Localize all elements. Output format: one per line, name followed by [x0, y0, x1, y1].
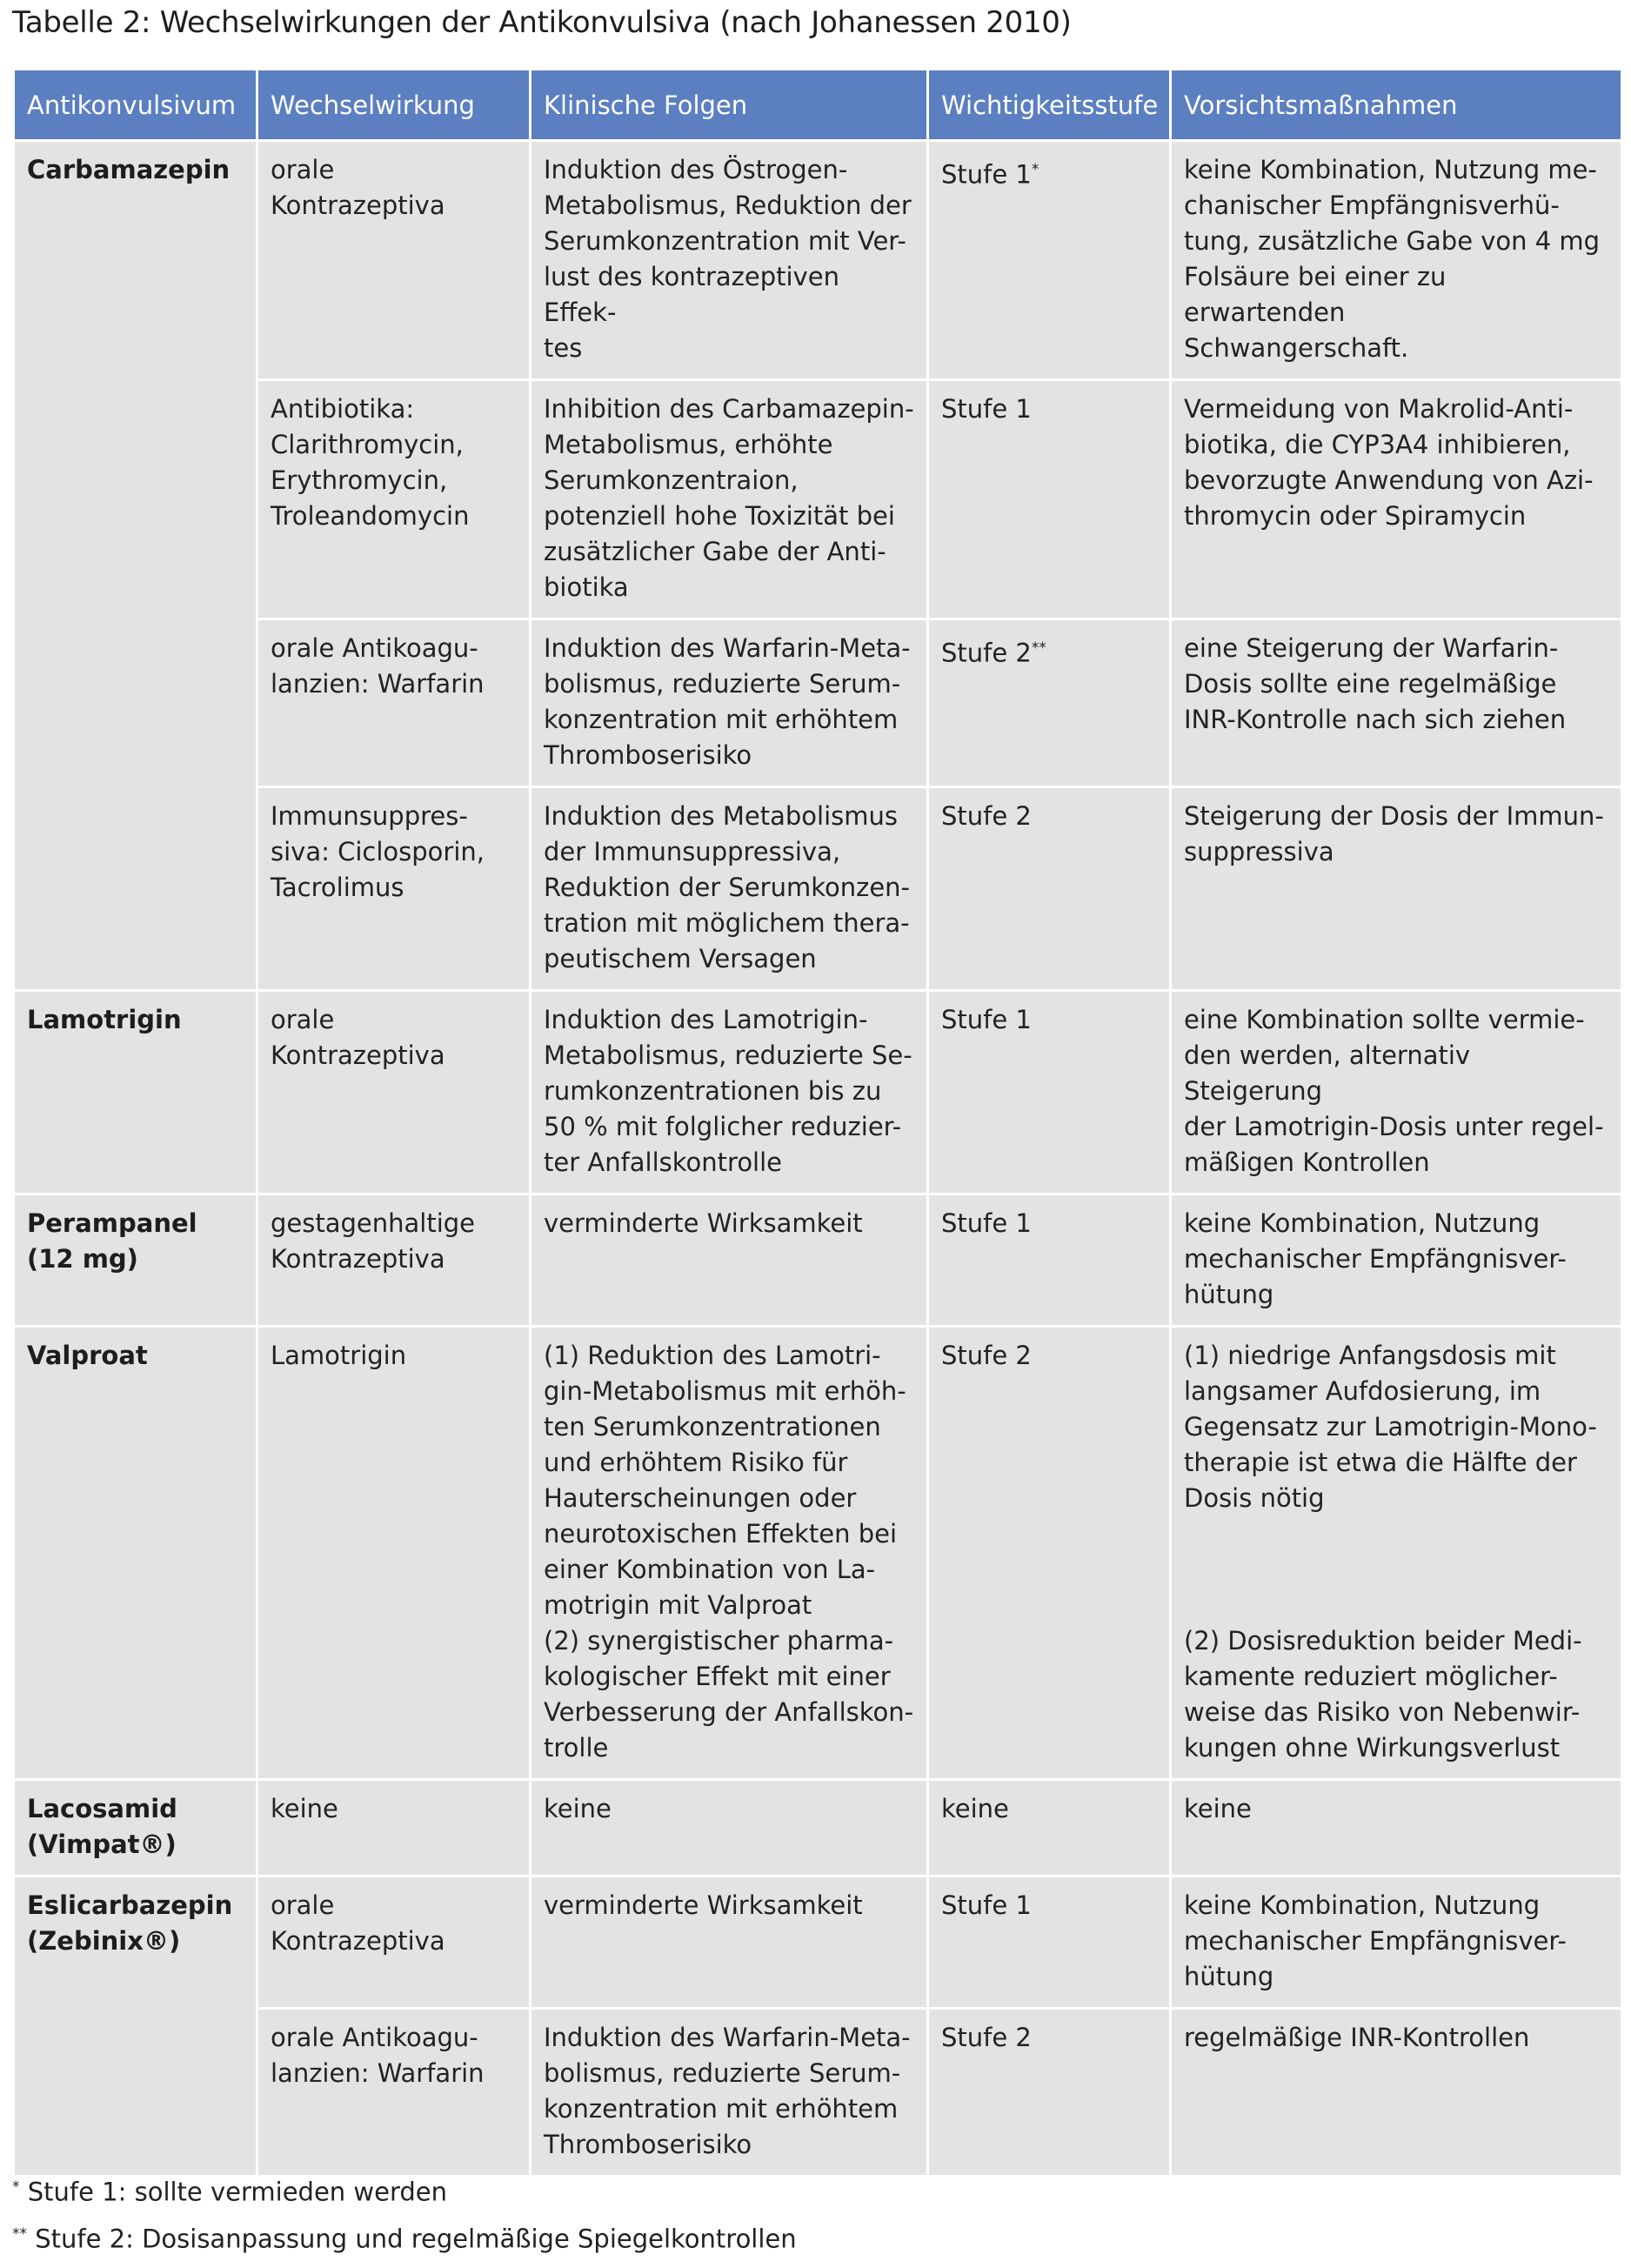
footnote-text: Stufe 1: sollte vermieden werden — [19, 2177, 447, 2207]
consequence-cell: verminderte Wirksamkeit — [531, 1194, 928, 1327]
precaution-cell: (1) niedrige Anfangsdosis mit langsamer Aufdosierung, im Gegensatz zur Lamotrigin-Mono- therapie ist etwa die Hälfte der Dosis nötig (2) Dosisreduktion beider Medi- kamente reduziert möglicher- weise das Risiko von Nebenwir- kungen ohne Wirkungsverlust — [1171, 1327, 1622, 1780]
level-text: Stufe 1 — [941, 394, 1032, 424]
footnote-mark: ** — [12, 2225, 27, 2243]
precaution-cell: eine Kombination sollte vermie- den werden, alternativ Steigerung der Lamotrigin-Dosis unter regel- mäßigen Kontrollen — [1171, 991, 1622, 1194]
precaution-cell: regelmäßige INR-Kontrollen — [1171, 2009, 1622, 2177]
footnote-text: Stufe 2: Dosisanpassung und regelmäßige Spiegelkontrollen — [27, 2224, 797, 2254]
table-row — [14, 141, 1622, 380]
drug-cell: Carbamazepin — [14, 141, 257, 991]
level-cell — [928, 2009, 1171, 2177]
consequence-cell: Induktion des Östrogen- Metabolismus, Reduktion der Serumkonzentration mit Ver- lust des kontrazeptiven Effek- tes — [531, 141, 928, 380]
level-cell — [928, 141, 1171, 380]
drug-cell: Lacosamid (Vimpat®) — [14, 1780, 257, 1877]
footnote-1 — [12, 2166, 797, 2213]
table-body — [14, 141, 1622, 2177]
level-cell — [928, 619, 1171, 787]
consequence-cell: Induktion des Warfarin-Meta- bolismus, reduzierte Serum- konzentration mit erhöhtem Thromboserisiko — [531, 619, 928, 787]
interaction-table-container — [12, 68, 1621, 2178]
drug-cell: Valproat — [14, 1327, 257, 1780]
precaution-cell: keine — [1171, 1780, 1622, 1877]
consequence-cell: keine — [531, 1780, 928, 1877]
precaution-cell: Vermeidung von Makrolid-Anti- biotika, die CYP3A4 inhibieren, bevorzugte Anwendung von Azi- thromycin oder Spiramycin — [1171, 380, 1622, 619]
level-text: Stufe 2 — [941, 801, 1032, 831]
interaction-table — [12, 68, 1623, 2178]
level-cell — [928, 787, 1171, 991]
consequence-cell: Induktion des Metabolismus der Immunsuppressiva, Reduktion der Serumkonzen- tration mit möglichem thera- peutischem Versagen — [531, 787, 928, 991]
drug-cell: Lamotrigin — [14, 991, 257, 1194]
level-text: Stufe 1 — [941, 159, 1032, 190]
table-row — [14, 1877, 1622, 2009]
footnote-2 — [12, 2213, 797, 2260]
interaction-cell: orale Antikoagu- lanzien: Warfarin — [257, 2009, 531, 2177]
level-cell — [928, 991, 1171, 1194]
footnotes — [12, 2166, 797, 2259]
interaction-cell: orale Kontrazeptiva — [257, 1877, 531, 2009]
table-title: Tabelle 2: Wechselwirkungen der Antikonvulsiva (nach Johanessen 2010) — [12, 5, 1072, 40]
consequence-cell: Induktion des Lamotrigin- Metabolismus, reduzierte Se- rumkonzentrationen bis zu 50 % mit folglicher reduzier- ter Anfallskontrolle — [531, 991, 928, 1194]
level-cell — [928, 380, 1171, 619]
header-cell-consequence: Klinische Folgen — [531, 70, 928, 141]
header-cell-precaution: Vorsichtsmaßnahmen — [1171, 70, 1622, 141]
level-text: Stufe 2 — [941, 2023, 1032, 2052]
drug-cell: Perampanel (12 mg) — [14, 1194, 257, 1327]
level-text: Stufe 2 — [941, 638, 1032, 668]
footnote-mark: * — [12, 2178, 20, 2196]
level-cell — [928, 1194, 1171, 1327]
interaction-cell: orale Antikoagu- lanzien: Warfarin — [257, 619, 531, 787]
interaction-cell: Lamotrigin — [257, 1327, 531, 1780]
table-row — [14, 1780, 1622, 1877]
precaution-cell: keine Kombination, Nutzung me- chanischer Empfängnisverhü- tung, zusätzliche Gabe von 4 mg Folsäure bei einer zu erwartenden Schwangerschaft. — [1171, 141, 1622, 380]
table-row — [14, 991, 1622, 1194]
table-row — [14, 1194, 1622, 1327]
consequence-cell: Induktion des Warfarin-Meta- bolismus, reduzierte Serum- konzentration mit erhöhtem Thromboserisiko — [531, 2009, 928, 2177]
interaction-cell: keine — [257, 1780, 531, 1877]
header-cell-drug: Antikonvulsivum — [14, 70, 257, 141]
precaution-cell: keine Kombination, Nutzung mechanischer Empfängnisver- hütung — [1171, 1877, 1622, 2009]
consequence-cell: (1) Reduktion des Lamotri- gin-Metabolismus mit erhöh- ten Serumkonzentrationen und erhöhtem Risiko für Hauterscheinungen oder neurotoxischen Effekten bei einer Kombination von La- motrigin mit Valproat (2) synergistischer pharma- kologischer Effekt mit einer Verbesserung der Anfallskon- trolle — [531, 1327, 928, 1780]
interaction-cell: Immunsuppres- siva: Ciclosporin, Tacrolimus — [257, 787, 531, 991]
level-footnote-mark: ** — [1031, 639, 1046, 657]
interaction-cell: orale Kontrazeptiva — [257, 141, 531, 380]
level-cell — [928, 1327, 1171, 1780]
level-cell — [928, 1780, 1171, 1877]
level-text: Stufe 2 — [941, 1341, 1032, 1370]
table-row — [14, 1327, 1622, 1780]
level-cell — [928, 1877, 1171, 2009]
drug-cell: Eslicarbazepin (Zebinix®) — [14, 1877, 257, 2177]
consequence-cell: verminderte Wirksamkeit — [531, 1877, 928, 2009]
level-footnote-mark: * — [1031, 161, 1039, 178]
interaction-cell: gestagenhaltige Kontrazeptiva — [257, 1194, 531, 1327]
level-text: Stufe 1 — [941, 1208, 1032, 1238]
interaction-cell: Antibiotika: Clarithromycin, Erythromycin, Troleandomycin — [257, 380, 531, 619]
header-row — [14, 70, 1622, 141]
header-cell-level: Wichtigkeitsstufe — [928, 70, 1171, 141]
precaution-cell: eine Steigerung der Warfarin- Dosis sollte eine regelmäßige INR-Kontrolle nach sich ziehen — [1171, 619, 1622, 787]
level-text: Stufe 1 — [941, 1890, 1032, 1920]
precaution-cell: Steigerung der Dosis der Immun- suppressiva — [1171, 787, 1622, 991]
header-cell-interaction: Wechselwirkung — [257, 70, 531, 141]
level-text: Stufe 1 — [941, 1005, 1032, 1034]
consequence-cell: Inhibition des Carbamazepin- Metabolismus, erhöhte Serumkonzentraion, potenziell hohe Toxizität bei zusätzlicher Gabe der Anti- biotika — [531, 380, 928, 619]
interaction-cell: orale Kontrazeptiva — [257, 991, 531, 1194]
precaution-cell: keine Kombination, Nutzung mechanischer Empfängnisver- hütung — [1171, 1194, 1622, 1327]
level-text: keine — [941, 1794, 1009, 1823]
